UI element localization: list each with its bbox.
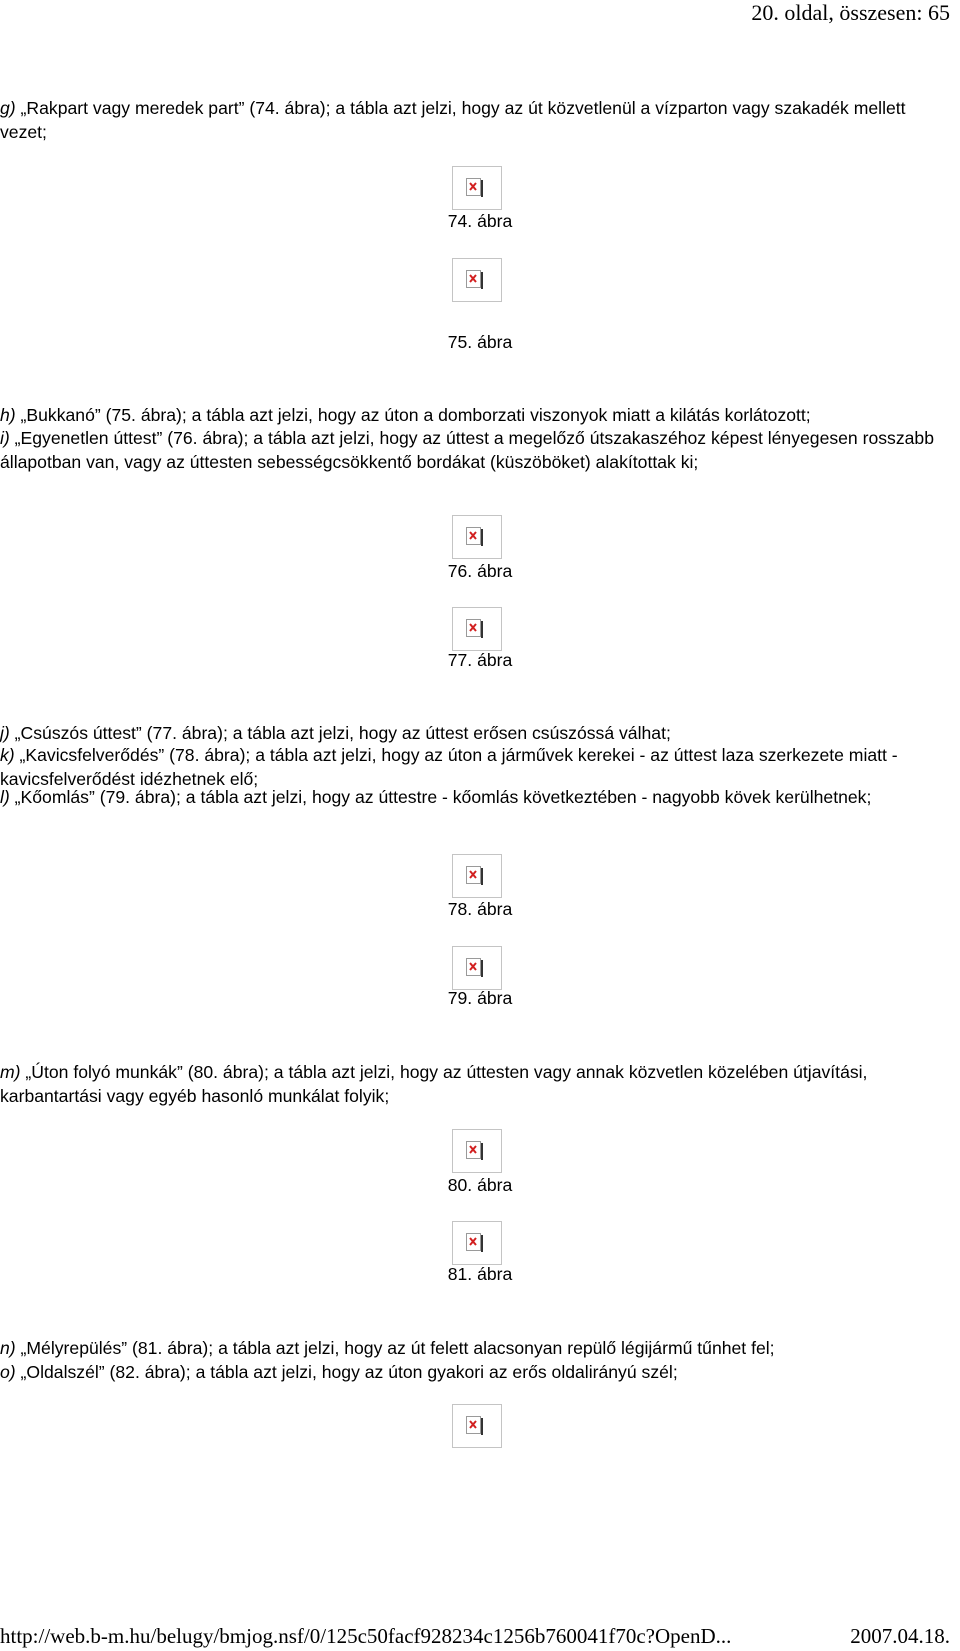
paragraph-i: i) „Egyenetlen úttest” (76. ábra); a tábla azt jelzi, hogy az úttest a megelőző útszakaszéhoz képest lényegesen rosszabb állapotban van, vagy az úttesten sebességcsökkentő bordákat (küszöböket) alakítottak ki; (0, 428, 934, 472)
paragraph-k: k) „Kavicsfelverődés” (78. ábra); a tábla azt jelzi, hogy az úton a járművek kerekei - az úttest laza szerkezete miatt - kavicsfelverődést idézhetnek elő; (0, 745, 898, 789)
page-counter: 20. oldal, összesen: 65 (751, 0, 950, 25)
figure-74-caption: 74. ábra (447, 211, 513, 231)
figure-78-caption: 78. ábra (447, 899, 513, 919)
broken-image-icon (466, 270, 486, 290)
paragraph-n: n) „Mélyrepülés” (81. ábra); a tábla azt jelzi, hogy az út felett alacsonyan repülő légijármű tűnhet fel; (0, 1338, 775, 1358)
paragraph-o: o) „Oldalszél” (82. ábra); a tábla azt jelzi, hogy az úton gyakori az erős oldalirányú szél; (0, 1362, 678, 1382)
footer-date: 2007.04.18. (850, 1624, 950, 1648)
paragraph-m: m) „Úton folyó munkák” (80. ábra); a tábla azt jelzi, hogy az úttesten vagy annak közvetlen közelében útjavítási, karbantartási vagy egyéb hasonló munkálat folyik; (0, 1062, 868, 1106)
paragraph-h: h) „Bukkanó” (75. ábra); a tábla azt jelzi, hogy az úton a domborzati viszonyok miatt a kilátás korlátozott; (0, 405, 811, 425)
broken-image-icon (466, 1416, 486, 1436)
figure-77-caption: 77. ábra (447, 650, 513, 670)
figure-76-placeholder (452, 515, 502, 559)
figure-78-placeholder (452, 854, 502, 898)
paragraph-j: j) „Csúszós úttest” (77. ábra); a tábla azt jelzi, hogy az úttest erősen csúszóssá válhat; (0, 723, 671, 743)
figure-82-placeholder (452, 1404, 502, 1448)
broken-image-icon (466, 619, 486, 639)
figure-79-placeholder (452, 946, 502, 990)
figure-75-caption: 75. ábra (447, 332, 513, 352)
broken-image-icon (466, 527, 486, 547)
figure-75-placeholder (452, 258, 502, 302)
footer-url: http://web.b-m.hu/belugy/bmjog.nsf/0/125c50facf928234c1256b760041f70c?OpenD... (0, 1624, 732, 1648)
paragraph-g: g) „Rakpart vagy meredek part” (74. ábra); a tábla azt jelzi, hogy az út közvetlenül a vízparton vagy szakadék mellett vezet; (0, 98, 906, 142)
broken-image-icon (466, 866, 486, 886)
broken-image-icon (466, 1141, 486, 1161)
figure-74-placeholder (452, 166, 502, 210)
page-footer (0, 1624, 950, 1649)
broken-image-icon (466, 1233, 486, 1253)
figure-79-caption: 79. ábra (447, 988, 513, 1008)
figure-76-caption: 76. ábra (447, 561, 513, 581)
figure-81-placeholder (452, 1221, 502, 1265)
figure-81-caption: 81. ábra (447, 1264, 513, 1284)
figure-80-caption: 80. ábra (447, 1175, 513, 1195)
paragraph-l: l) „Kőomlás” (79. ábra); a tábla azt jelzi, hogy az úttestre - kőomlás következtében - nagyobb kövek kerülhetnek; (0, 787, 872, 807)
figure-77-placeholder (452, 607, 502, 651)
broken-image-icon (466, 958, 486, 978)
figure-80-placeholder (452, 1129, 502, 1173)
broken-image-icon (466, 178, 486, 198)
